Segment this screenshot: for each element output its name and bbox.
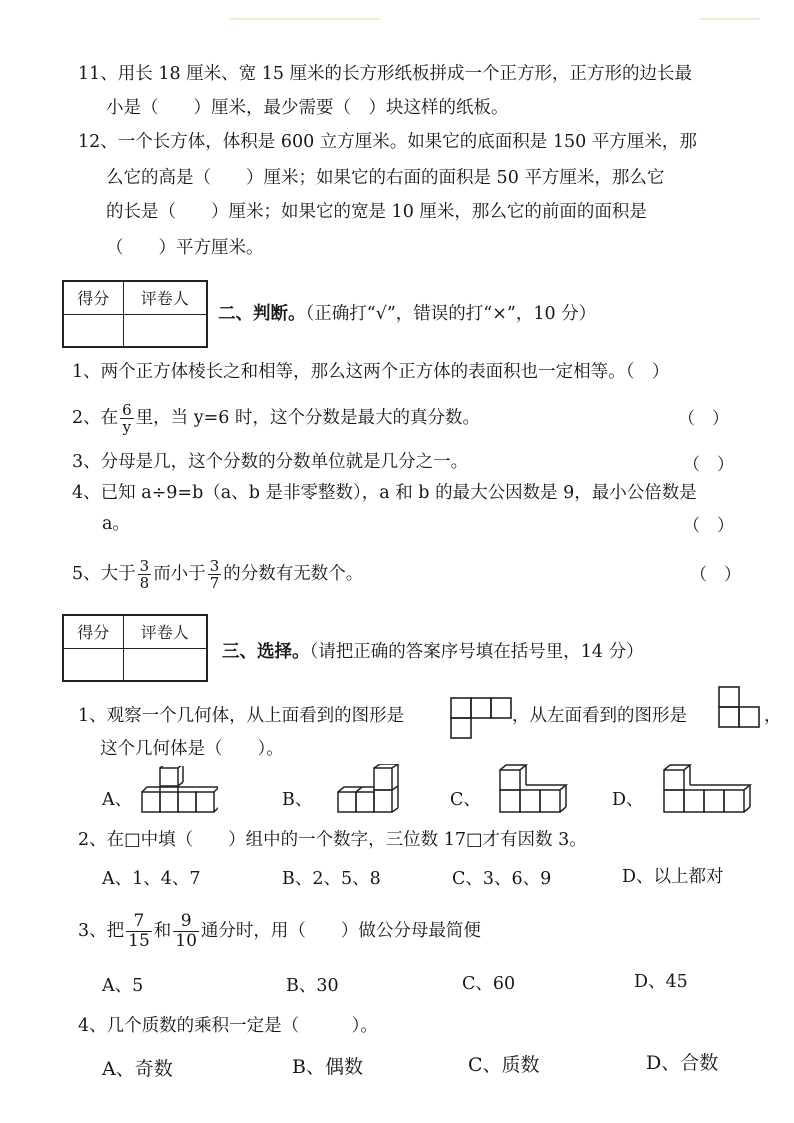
choice-q1-line1-c: ， [764,706,782,726]
fraction-denominator: 10 [175,931,197,951]
top-view-figure [450,697,512,741]
section2-heading [218,300,596,325]
fraction-denominator: 8 [139,574,150,592]
grader-cell[interactable] [123,314,207,347]
choice-q3 [78,912,481,951]
fraction-numerator: 7 [126,912,152,932]
scan-artifact [700,18,760,20]
choice-q2-option-a[interactable]: A、1、4、7 [102,869,201,889]
fraction-7-15 [126,912,152,951]
section3-heading [222,638,644,663]
choice-q2-option-b[interactable]: B、2、5、8 [282,869,381,889]
option-b-solid-figure [334,764,408,816]
section3-note: （请把正确的答案序号填在括号里，14 分） [309,642,644,662]
choice-q4-option-d[interactable]: D、合数 [646,1052,719,1074]
fraction-numerator: 6 [122,401,132,419]
judge-q5-post: 的分数有无数个。 [223,564,364,584]
section3-title: 三、选择。 [222,642,310,662]
option-c-solid-figure [496,764,572,816]
fraction-3-7 [208,558,222,591]
score-header: 得分 [63,281,123,314]
choice-q4-option-b[interactable]: B、偶数 [292,1056,363,1078]
judge-q5-pre: 5、大于 [72,564,136,584]
choice-q1-line1-a: 1、观察一个几何体，从上面看到的图形是 [78,706,405,726]
choice-q1-option-b[interactable]: B、 [282,790,313,810]
judge-q4-answer-paren[interactable]: （ ） [683,516,734,536]
q11-line1: 11、用长 18 厘米、宽 15 厘米的长方形纸板拼成一个正方形，正方形的边长最 [78,64,693,84]
choice-q3-option-b[interactable]: B、30 [286,976,339,996]
choice-q2-option-d[interactable]: D、以上都对 [622,867,724,887]
option-d-solid-figure [660,764,756,816]
choice-q1-option-d[interactable]: D、 [612,790,644,810]
judge-q5-mid: 而小于 [153,564,206,584]
judge-q4-line1: 4、已知 a÷9=b（a、b 是非零整数），a 和 b 的最大公因数是 9，最小公倍数是 [72,483,697,503]
choice-q4: 4、几个质数的乘积一定是（ ）。 [78,1016,378,1036]
choice-q3-mid: 和 [153,921,172,941]
judge-q4-line2: a。 [102,514,130,534]
option-a-solid-figure [138,766,218,816]
fraction-3-8 [138,558,152,591]
judge-q5-answer-paren[interactable]: （ ） [690,565,741,585]
choice-q4-option-a[interactable]: A、奇数 [102,1058,173,1080]
q12-line3: 的长是（ ）厘米；如果它的宽是 10 厘米，那么它的前面的面积是 [106,202,647,222]
choice-q3-option-a[interactable]: A、5 [102,976,144,996]
judge-q3-answer-paren[interactable]: （ ） [683,455,734,475]
fraction-numerator: 9 [173,912,199,932]
fraction-numerator: 3 [209,557,220,575]
judge-q2 [72,402,480,435]
choice-q2-option-c[interactable]: C、3、6、9 [452,869,552,889]
choice-q4-option-c[interactable]: C、质数 [468,1054,540,1076]
judge-q2-answer-paren[interactable]: （ ） [678,409,729,429]
grader-header: 评卷人 [123,615,207,648]
judge-q1: 1、两个正方体棱长之和相等，那么这两个正方体的表面积也一定相等。（ ） [72,362,670,382]
section2-note: （正确打“√”，错误的打“×”，10 分） [305,304,597,324]
score-cell[interactable] [63,314,123,347]
choice-q1-option-a[interactable]: A、 [102,790,133,810]
choice-q3-pre: 3、把 [78,921,125,941]
q11-line2: 小是（ ）厘米，最少需要（ ）块这样的纸板。 [106,98,509,118]
left-view-figure [718,686,762,730]
choice-q2: 2、在□中填（ ）组中的一个数字，三位数 17□才有因数 3。 [78,830,587,850]
fraction-denominator: y [122,418,132,436]
choice-q3-option-c[interactable]: C、60 [462,974,516,994]
grader-cell[interactable] [123,648,207,681]
grader-header: 评卷人 [123,281,207,314]
choice-q3-option-d[interactable]: D、45 [634,972,688,992]
choice-q1-line1-b: ，从左面看到的图形是 [512,706,687,726]
choice-q1-line2: 这个几何体是（ ）。 [100,739,284,759]
fraction-denominator: 7 [209,574,220,592]
judge-q5 [72,558,363,591]
scan-artifact [230,18,380,20]
score-cell[interactable] [63,648,123,681]
score-header: 得分 [63,615,123,648]
judge-q3: 3、分母是几，这个分数的分数单位就是几分之一。 [72,452,469,472]
score-table [62,280,208,348]
section2-title: 二、判断。 [218,304,306,324]
q12-line4: （ ）平方厘米。 [106,238,264,258]
judge-q2-post: 里，当 y=6 时，这个分数是最大的真分数。 [135,408,480,428]
fraction-numerator: 3 [139,557,150,575]
q12-line1: 12、一个长方体，体积是 600 立方厘米。如果它的底面积是 150 平方厘米，那 [78,132,697,152]
choice-q3-post: 通分时，用（ ）做公分母最简便 [200,921,481,941]
fraction-denominator: 15 [128,931,150,951]
judge-q2-pre: 2、在 [72,408,119,428]
choice-q1-option-c[interactable]: C、 [450,790,481,810]
q12-line2: 么它的高是（ ）厘米；如果它的右面的面积是 50 平方厘米，那么它 [106,168,665,188]
score-table [62,614,208,682]
fraction-9-10 [173,912,199,951]
fraction-6-y [120,402,134,435]
